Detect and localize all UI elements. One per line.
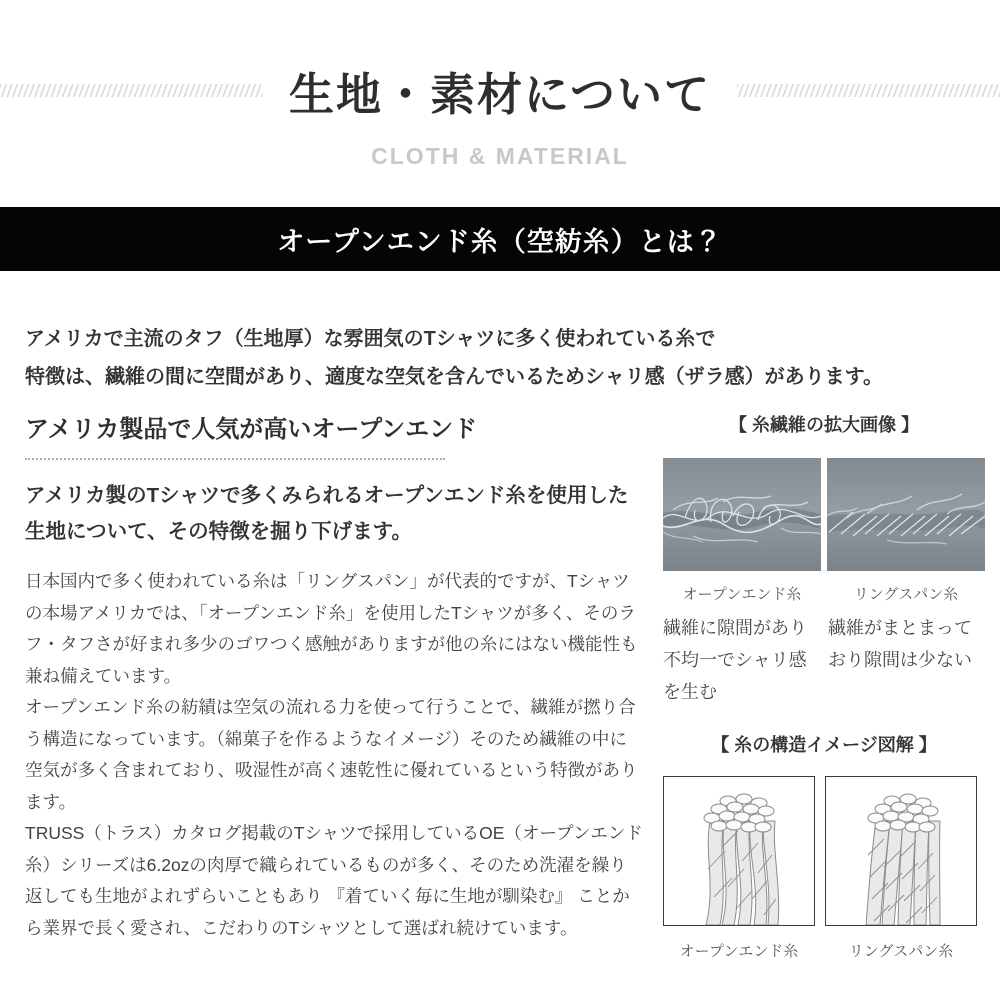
fiber-photos-heading: 【 糸繊維の拡大画像 】 [728, 415, 919, 435]
open-end-thread-photo [663, 458, 821, 571]
intro-text [25, 320, 975, 396]
article-paragraph: TRUSS（トラス）カタログ掲載のTシャツで採用しているOE（オープンエンド糸）シリーズは6.2ozの肉厚で織られているものが多く、そのため洗濯を繰り返しても生地がよれずらいこともあり 『着ていく毎に生地が馴染む』 ことから業界で長く愛され、こだわりのTシャツとして選ばれ続けています。 [25, 823, 643, 938]
hatch-right-decoration [737, 84, 1000, 97]
lead-line-2: 生地について、その特徴を掘り下げます。 [25, 520, 413, 543]
dotted-divider [25, 458, 445, 460]
title-row [0, 58, 1000, 123]
fiber-photo-row [663, 458, 985, 571]
ring-spun-thread-photo [827, 458, 985, 571]
article-heading: アメリカ製品で人気が高いオープンエンド [25, 416, 478, 443]
open-end-photo-caption: オープンエンド糸 [682, 586, 802, 603]
figures-column [663, 414, 985, 961]
ring-spun-diagram-caption: リングスパン糸 [848, 943, 954, 960]
open-end-description: 繊維に隙間があり不均一でシャリ感を生む [663, 618, 807, 702]
ring-spun-description: 繊維がまとまっており隙間は少ない [828, 618, 972, 670]
article-paragraph: オープンエンド糸の紡績は空気の流れる力を使って行うことで、繊維が撚り合う構造になっています。（綿菓子を作るようなイメージ）そのため繊維の中に空気が多く含まれており、吸湿性が高く速乾性に優れているという特徴があります。 [25, 697, 638, 812]
open-end-diagram-box [663, 776, 815, 926]
structure-diagram-row [663, 776, 985, 926]
article-column [25, 414, 643, 944]
open-end-yarn-diagram [664, 777, 814, 925]
ring-spun-diagram-box [825, 776, 977, 926]
article-paragraph: 日本国内で多く使われている糸は「リングスパン」が代表的ですが、Tシャツの本場アメリカでは、「オープンエンド糸」を使用したTシャツが多く、そのラフ・タフさが好まれ多少のゴワつく感触がありますが他の糸にはない機能性も兼ね備えています。 [25, 571, 638, 686]
fiber-photo-captions [663, 583, 985, 604]
article-body [25, 566, 643, 944]
structure-diagram-heading: 【 糸の構造イメージ図解 】 [711, 735, 937, 755]
lead-line-1: アメリカ製のTシャツで多くみられるオープンエンド糸を使用した [25, 484, 629, 507]
page-subtitle: CLOTH & MATERIAL [371, 143, 629, 169]
page-title: 生地・素材について [288, 69, 712, 120]
section-banner [0, 207, 1000, 271]
structure-diagram-captions [663, 940, 985, 961]
section-banner-title: オープンエンド糸（空紡糸）とは？ [277, 226, 723, 257]
ring-spun-yarn-diagram [826, 777, 976, 925]
hatch-left-decoration [0, 84, 263, 97]
ring-spun-photo-caption: リングスパン糸 [853, 586, 959, 603]
intro-line-1: アメリカで主流のタフ（生地厚）な雰囲気のTシャツに多く使われている糸で [25, 328, 716, 350]
article-lead [25, 478, 643, 550]
page-header [0, 0, 1000, 170]
fiber-photo-descriptions [663, 612, 985, 708]
open-end-diagram-caption: オープンエンド糸 [679, 943, 799, 960]
intro-line-2: 特徴は、繊維の間に空間があり、適度な空気を含んでいるためシャリ感（ザラ感）があります。 [25, 366, 883, 388]
